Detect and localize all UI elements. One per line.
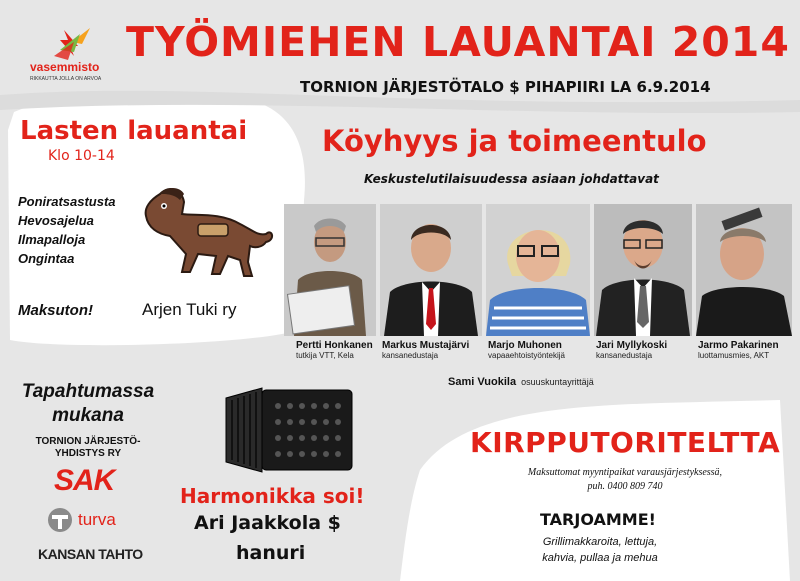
extra-speaker-name: Sami Vuokila [448, 376, 517, 388]
activity-item: Hevosajelua [18, 213, 94, 228]
speaker-role: tutkija VTT, Kela [296, 351, 354, 360]
speaker-name: Jari Myllykoski [596, 340, 668, 351]
person-silhouette-icon [696, 204, 792, 336]
logo-text: vasemmisto [30, 60, 100, 74]
sponsors-title [18, 380, 158, 428]
speaker-photo [284, 204, 376, 336]
sponsor-org-line: TORNION JÄRJESTÖ- [35, 436, 141, 447]
music-line: hanuri [236, 542, 306, 564]
speaker-name: Pertti Honkanen [296, 340, 373, 351]
activity-item: Poniratsastusta [18, 194, 116, 209]
vasemmisto-logo [30, 22, 110, 82]
speaker-name: Marjo Muhonen [488, 340, 562, 351]
turva-logo [46, 506, 138, 534]
flea-info-line: Maksuttomat myyntipaikat varausjärjestyksessä, [527, 467, 723, 478]
person-silhouette-icon [486, 204, 590, 336]
speaker-role: vapaaehtoistyöntekijä [488, 351, 565, 360]
flea-info-line: puh. 0400 809 740 [587, 481, 663, 492]
speaker-role: kansanedustaja [382, 351, 439, 360]
offer-line: kahvia, pullaa ja mehua [542, 552, 658, 564]
speaker-photo [380, 204, 482, 336]
kids-activities [18, 192, 116, 268]
speaker-photo [594, 204, 692, 336]
music-line: Ari Jaakkola $ [194, 512, 341, 534]
offer-title: TARJOAMME! [540, 510, 656, 529]
extra-speaker [448, 370, 594, 389]
kansan-tahto-logo: KANSAN TAHTO [38, 546, 143, 562]
extra-speaker-role: osuuskuntayrittäjä [521, 377, 594, 387]
speaker-caption [698, 340, 779, 360]
turva-text: turva [78, 510, 116, 529]
sak-logo: SAK [54, 464, 115, 497]
person-silhouette-icon [284, 204, 376, 336]
speaker-role: kansanedustaja [596, 351, 653, 360]
event-subtitle: TORNION JÄRJESTÖTALO $ PIHAPIIRI LA 6.9.2014 [300, 78, 711, 96]
speaker-name: Markus Mustajärvi [382, 340, 470, 351]
speaker-caption [382, 340, 469, 360]
main-title: TYÖMIEHEN LAUANTAI 2014 [126, 18, 790, 66]
offer-line: Grillimakkaroita, lettuja, [542, 536, 658, 548]
offer-list [490, 534, 710, 566]
person-silhouette-icon [594, 204, 692, 336]
sponsor-org-line: YHDISTYS RY [54, 448, 122, 459]
turva-emblem-icon [46, 506, 76, 534]
speaker-caption [488, 340, 565, 360]
activity-item: Ilmapalloja [18, 232, 86, 247]
speaker-role: luottamusmies, AKT [698, 351, 770, 360]
speaker-photo [696, 204, 792, 336]
speaker-caption [296, 340, 373, 360]
speaker-caption [596, 340, 667, 360]
sponsors-title-line: mukana [52, 405, 124, 426]
flea-title: KIRPPUTORITELTTA [470, 426, 781, 459]
speaker-name: Jarmo Pakarinen [698, 340, 779, 351]
kids-time: Klo 10-14 [48, 148, 115, 164]
kids-free: Maksuton! [18, 302, 93, 319]
kids-organizer: Arjen Tuki ry [142, 300, 237, 319]
speaker-photo [486, 204, 590, 336]
sponsor-org [22, 436, 154, 460]
panel-title: Köyhyys ja toimeentulo [322, 124, 707, 158]
flea-info [470, 466, 780, 494]
horse-illustration [140, 184, 280, 284]
person-silhouette-icon [380, 204, 482, 336]
sponsors-title-line: Tapahtumassa [21, 381, 155, 402]
accordion-illustration [222, 378, 364, 482]
activity-item: Ongintaa [18, 251, 75, 266]
kids-title: Lasten lauantai [20, 116, 248, 146]
logo-slogan: RIKKAUTTA JOLLA ON ARVOA [30, 76, 102, 82]
panel-subtitle: Keskustelutilaisuudessa asiaan johdattavat [364, 172, 659, 186]
music-title: Harmonikka soi! [180, 484, 365, 508]
